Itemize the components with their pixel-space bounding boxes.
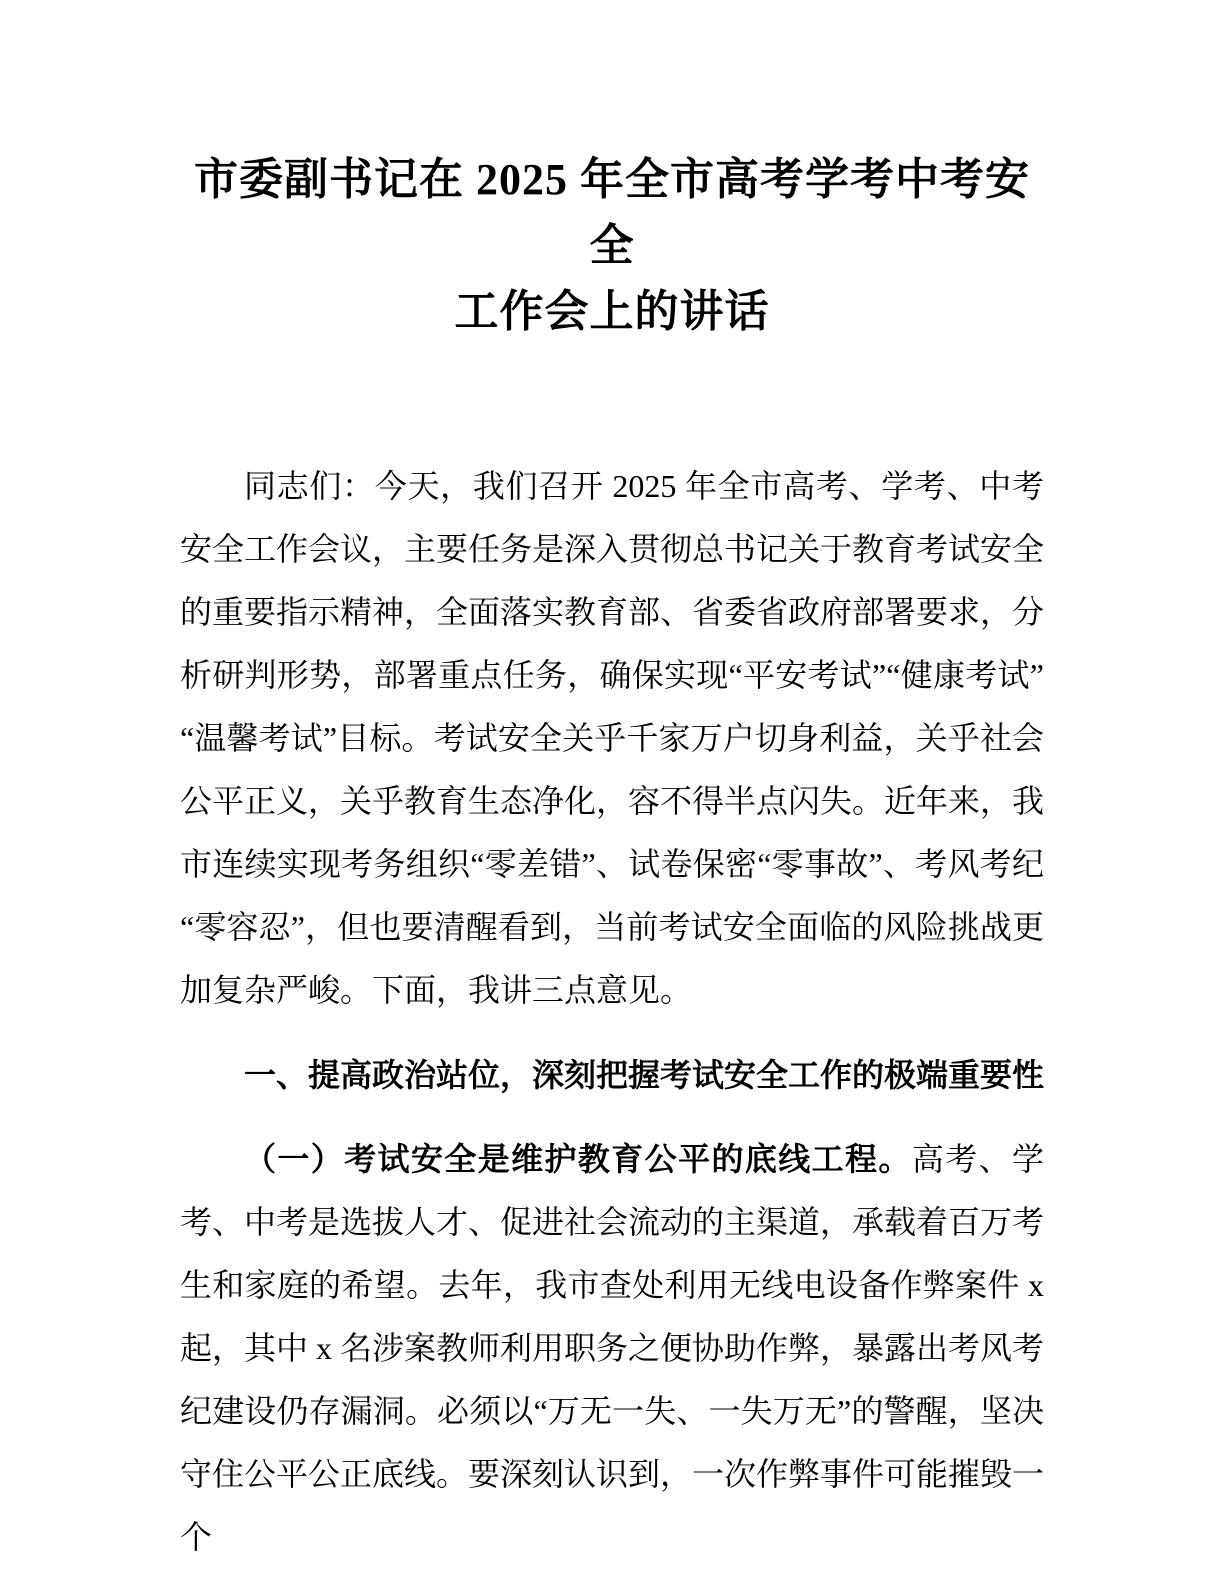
subsection-1-lead: （一）考试安全是维护教育公平的底线工程。 (244, 1141, 912, 1177)
document-title-line-1: 市委副书记在 2025 年全市高考学考中考安全 (194, 155, 1030, 270)
intro-paragraph: 同志们：今天，我们召开 2025 年全市高考、学考、中考安全工作会议，主要任务是深入贯彻总书记关于教育考试安全的重要指示精神，全面落实教育部、省委省政府部署要求，分析研判形势，部署重点任务，确保实现“平安考试”“健康考试”“温馨考试”目标。考试安全关乎千家万户切身利益，关乎社会公平正义，关乎教育生态净化，容不得半点闪失。近年来，我市连续实现考务组织“零差错”、试卷保密“零事故”、考风考纪“零容忍”，但也要清醒看到，当前考试安全面临的风险挑战更加复杂严峻。下面，我讲三点意见。 (180, 468, 1045, 1008)
subsection-1-paragraph (180, 1128, 1044, 1569)
subsection-1-text: 高考、学考、中考是选拔人才、促进社会流动的主渠道，承载着百万考生和家庭的希望。去年，我市查处利用无线电设备作弊案件 x 起，其中 x 名涉案教师利用职务之便协助作弊，暴露出考风考纪建设仍存漏洞。必须以“万无一失、一失万无”的警醒，坚决守住公平公正底线。要深刻认识到，一次作弊事件可能摧毁一个 (180, 1141, 1045, 1555)
section-1-heading: 一、提高政治站位，深刻把握考试安全工作的极端重要性 (244, 1057, 1045, 1093)
document-title (180, 147, 1044, 345)
document-title-line-2: 工作会上的讲话 (454, 287, 770, 336)
